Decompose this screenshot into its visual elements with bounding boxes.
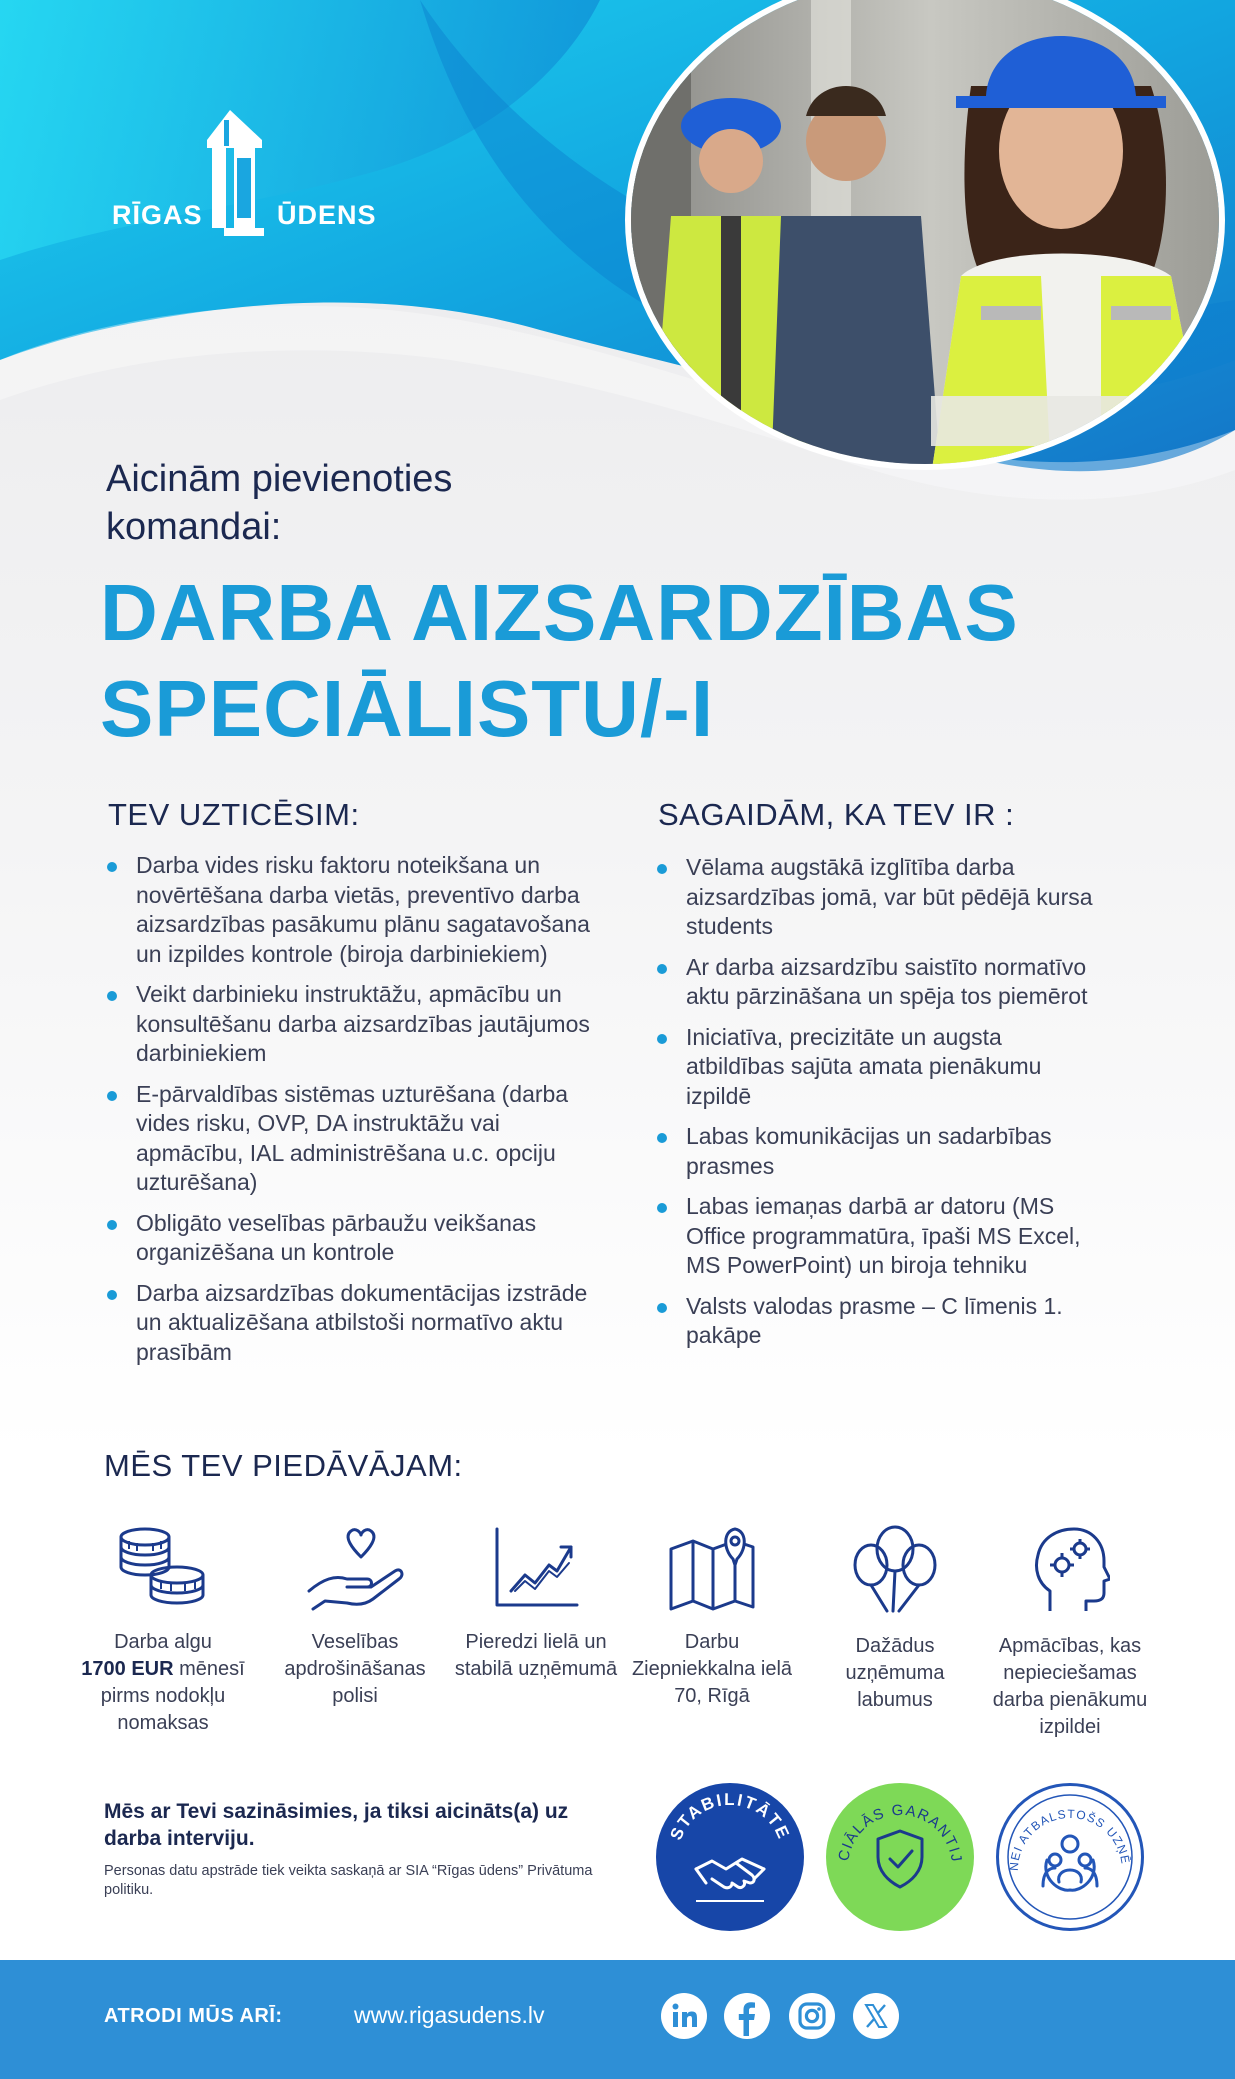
requirements-list (656, 853, 1096, 1362)
intro-line-2: komandai: (106, 506, 282, 548)
badge-family-friendly (996, 1783, 1144, 1931)
svg-text:STABILITĀTE (666, 1790, 793, 1843)
bullet-dot-icon (107, 1091, 117, 1101)
x-icon[interactable] (852, 1992, 900, 2040)
benefit-perks-label: Dažādus uzņēmuma labumus (845, 1635, 945, 1711)
job-title (100, 565, 1019, 757)
social-guarantees-seal (826, 1783, 974, 1931)
badge-social-text: CIĀLĀS GARANTIJ (835, 1801, 965, 1865)
logo-word-rigas: RĪGAS (112, 200, 203, 230)
bullet-dot-icon (657, 1133, 667, 1143)
family-icon (1043, 1836, 1097, 1890)
requirement-item (656, 953, 1096, 1012)
duty-item-text: Obligāto veselības pārbaužu veikšanas organizēšana un kontrole (136, 1209, 537, 1265)
footer-bar (0, 1960, 1235, 2079)
benefit-location-label: Darbu Ziepniekkalna ielā 70, Rīgā (631, 1631, 793, 1707)
benefit-training-label: Apmācības, kas nepieciešamas darba pienākumu izpildei (992, 1635, 1148, 1738)
balloons-icon (847, 1525, 943, 1615)
stability-seal (656, 1783, 804, 1931)
requirement-item (656, 1023, 1096, 1112)
duty-item-text: E-pārvaldības sistēmas uzturēšana (darba vides risku, OVP, DA instruktāžu vai apmācību, IAL administrēšana u.c. opciju uzturēšana) (136, 1080, 569, 1195)
bullet-dot-icon (657, 1203, 667, 1213)
requirement-item (656, 1122, 1096, 1181)
map-pin-icon (665, 1525, 759, 1611)
growth-chart-icon (491, 1525, 581, 1611)
benefit-salary (73, 1525, 253, 1737)
privacy-note: Personas datu apstrāde tiek veikta saskaņā ar SIA “Rīgas ūdens” Privātuma politiku. (104, 1863, 593, 1898)
requirement-item-text: Labas komunikācijas un sadarbības prasmes (686, 1123, 1052, 1179)
duty-item (106, 1209, 606, 1268)
handshake-icon (696, 1859, 764, 1888)
job-title-line-1: DARBA AIZSARDZĪBAS (100, 568, 1019, 657)
bullet-dot-icon (657, 1034, 667, 1044)
bullet-dot-icon (107, 1290, 117, 1300)
duty-item (106, 1080, 606, 1198)
duty-item (106, 851, 606, 969)
svg-text:SOCIĀLĀS GARANTIJAS (826, 1783, 965, 1864)
requirement-item-text: Iniciatīva, precizitāte un augsta atbildības sajūta amata pienākumu izpildē (686, 1023, 1042, 1109)
contact-block (104, 1798, 604, 1900)
requirement-item-text: Vēlama augstākā izglītība darba aizsardzības jomā, var būt pēdējā kursa students (686, 854, 1093, 939)
requirements-heading: SAGAIDĀM, KA TEV IR : (658, 797, 1015, 832)
benefit-perks (805, 1525, 985, 1714)
badge-stability-text: STABILITĀTE (666, 1789, 794, 1843)
duties-list (106, 851, 606, 1378)
badge-social-guarantees (826, 1783, 974, 1931)
linkedin-icon[interactable] (660, 1992, 708, 2040)
bullet-dot-icon (107, 991, 117, 1001)
duty-item (106, 1279, 606, 1368)
requirement-item-text: Labas iemaņas darbā ar datoru (MS Office programmatūra, īpaši MS Excel, MS PowerPoint) un biroja tehniku (686, 1193, 1081, 1278)
benefit-experience (446, 1525, 626, 1683)
contact-message: Mēs ar Tevi sazināsimies, ja tiksi aicināts(a) uz darba interviju. (104, 1800, 569, 1850)
benefit-salary-amount: 1700 EUR (81, 1658, 174, 1680)
bullet-dot-icon (107, 862, 117, 872)
bullet-dot-icon (657, 1303, 667, 1313)
requirement-item-text: Valsts valodas prasme – C līmenis 1. pakāpe (686, 1292, 1063, 1348)
duty-item (106, 980, 606, 1069)
benefit-insurance (265, 1525, 445, 1710)
benefit-insurance-label: Veselības apdrošināšanas polisi (284, 1631, 426, 1707)
job-title-line-2: SPECIĀLISTU/-I (100, 664, 715, 753)
intro-line-1: Aicinām pievienoties (106, 458, 453, 500)
duty-item-text: Veikt darbinieku instruktāžu, apmācību un konsultēšanu darba aizsardzības jautājumos darbiniekiem (136, 981, 590, 1066)
benefit-location (622, 1525, 802, 1710)
bullet-dot-icon (657, 964, 667, 974)
bullet-dot-icon (107, 1220, 117, 1230)
duties-heading: TEV UZTICĒSIM: (108, 797, 360, 832)
hand-heart-icon (303, 1525, 407, 1611)
badge-stability (656, 1783, 804, 1931)
family-friendly-seal (999, 1786, 1141, 1928)
coins-icon (115, 1525, 211, 1611)
svg-text:ĢIMENEI ATBALSTOŠS UZŅĒMUMS (999, 1786, 1133, 1871)
duty-item-text: Darba vides risku faktoru noteikšana un novērtēšana darba vietās, preventīvo darba aizsardzības pasākumu plānu sagatavošana un izpildes kontrole (biroja darbiniekiem) (136, 852, 590, 967)
duty-item-text: Darba aizsardzības dokumentācijas izstrāde un aktualizēšana atbilstoši normatīvo aktu prasībām (136, 1279, 588, 1365)
intro-text (106, 455, 452, 551)
benefit-salary-label (73, 1629, 253, 1737)
benefit-experience-label: Pieredzi lielā un stabilā uzņēmumā (454, 1631, 618, 1680)
benefit-training (975, 1525, 1165, 1741)
shield-check-icon (878, 1831, 922, 1887)
benefit-salary-pre: Darba algu (114, 1631, 212, 1653)
head-gears-icon (1030, 1525, 1110, 1615)
instagram-icon[interactable] (788, 1992, 836, 2040)
logo-word-udens: ŪDENS (277, 200, 377, 230)
rigas-udens-logo[interactable] (112, 100, 377, 240)
requirement-item-text: Ar darba aizsardzību saistīto normatīvo aktu pārzināšana un spēja tos piemērot (686, 953, 1088, 1009)
benefit-salary-post: mēnesī pirms nodokļu nomaksas (100, 1658, 245, 1734)
requirement-item (656, 1192, 1096, 1281)
offer-heading: MĒS TEV PIEDĀVĀJAM: (104, 1448, 463, 1483)
badge-family-text: NEI ATBALSTOŠS UZŅĒ (1006, 1806, 1133, 1872)
requirement-item (656, 1292, 1096, 1351)
bullet-dot-icon (657, 864, 667, 874)
footer-find-label: ATRODI MŪS ARĪ: (104, 2005, 283, 2027)
requirement-item (656, 853, 1096, 942)
website-link[interactable]: www.rigasudens.lv (354, 2002, 545, 2028)
facebook-icon[interactable] (723, 1992, 771, 2040)
